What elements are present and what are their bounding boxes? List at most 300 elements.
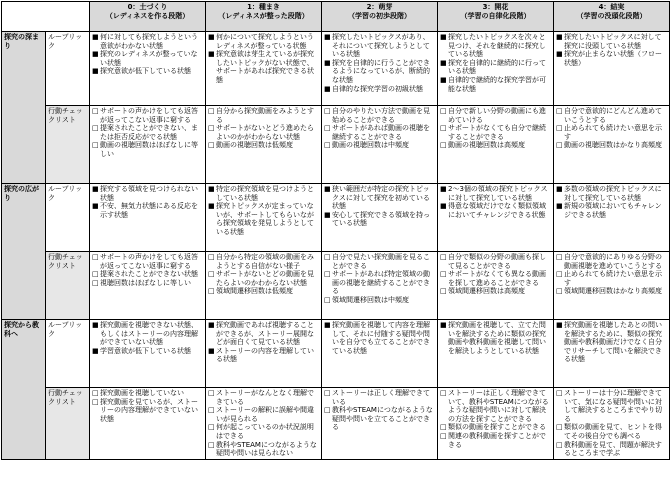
checkbox-icon: □ (556, 253, 563, 261)
level-subtitle: （学習の没頭化段階） (576, 11, 647, 20)
rubric-row (2, 388, 670, 460)
criteria-text: 動画の視聴回数は中頻度 (332, 141, 409, 150)
criteria-item (556, 124, 667, 141)
criteria-item (556, 141, 667, 150)
criteria-item (324, 406, 435, 432)
criteria-text: 動画の視聴回数はほぼなしに等しい (100, 141, 198, 158)
criteria-text: 教科動画を見て、問題が解決するところまで学ぶ (564, 440, 662, 458)
criteria-cell (206, 32, 322, 106)
checkbox-icon: □ (208, 287, 215, 296)
criteria-item (556, 270, 667, 287)
criteria-text: 探究動画を視聴したあとの問いを解決するために、類似の探究動画や教科動画だけでなく自分でリサーチして問いを解決できる状態 (564, 321, 662, 364)
filled-square-bullet-icon: ■ (92, 67, 99, 76)
criteria-item (556, 321, 667, 364)
criteria-cell (438, 106, 554, 184)
criteria-list (324, 389, 435, 432)
criteria-text: 類似の動画を見て、ヒントを得てその後自分でも調べる (564, 423, 662, 440)
criteria-item (92, 398, 203, 424)
criteria-item (208, 124, 319, 141)
criteria-text: 関連の教科動画を探すことができる (448, 431, 546, 449)
checkbox-icon: □ (556, 270, 563, 279)
criteria-cell (322, 32, 438, 106)
criteria-text: ストーリーは正しく理解できている (332, 389, 430, 406)
checkbox-icon: □ (208, 141, 215, 150)
criteria-text: サポートがなくても異なる動画を探して進めることができる (448, 270, 546, 287)
criteria-cell (90, 320, 206, 388)
rubric-table (1, 1, 670, 460)
criteria-text: サポートがなくても自分で継続することができる (448, 124, 546, 141)
criteria-cell (438, 388, 554, 460)
criteria-text: 探究動画を視聴していない (100, 389, 184, 397)
criteria-item (208, 321, 319, 347)
row-type-label: ルーブリック (46, 184, 90, 252)
criteria-text: 自分から特定の領域の動画をみようとする自信がない様子 (216, 253, 314, 270)
criteria-text: ストーリーがなんとなく理解できている (216, 389, 314, 406)
criteria-text: 領域間遷移回数はかなり高頻度 (564, 287, 662, 296)
level-subtitle: （レディネスが整った段階） (218, 11, 309, 20)
category-label: 探究から教科へ (2, 320, 46, 460)
criteria-cell (90, 252, 206, 320)
criteria-item (324, 389, 435, 406)
criteria-item (556, 202, 667, 219)
filled-square-bullet-icon: ■ (556, 202, 563, 211)
criteria-list (92, 389, 203, 423)
criteria-item (208, 347, 319, 364)
criteria-cell (554, 184, 670, 252)
criteria-item (556, 287, 667, 296)
criteria-item (324, 59, 435, 85)
criteria-text: 不安、無気力状態にある反応を示す状態 (100, 202, 198, 219)
filled-square-bullet-icon: ■ (92, 321, 99, 329)
criteria-item (324, 141, 435, 150)
criteria-text: 領域間遷移回数は高頻度 (448, 287, 525, 296)
filled-square-bullet-icon: ■ (324, 185, 331, 193)
criteria-cell (554, 252, 670, 320)
criteria-list (440, 107, 551, 150)
criteria-item (208, 287, 319, 296)
checkbox-icon: □ (440, 423, 447, 432)
criteria-text: 探究を自律的に継続的に行っている状態 (448, 58, 546, 76)
criteria-text: 自律的な探究学習の初級状態 (332, 84, 423, 93)
criteria-text: 探究意欲が低下している状態 (100, 67, 191, 76)
level-number: 2：萌芽 (366, 3, 393, 11)
checkbox-icon: □ (556, 141, 563, 150)
criteria-text: ストーリーは十分に理解できていて、気になる疑問や問いに対して解決するところまでやり切る (564, 389, 662, 423)
rubric-row (2, 320, 670, 388)
checkbox-icon: □ (324, 270, 331, 279)
level-header (322, 2, 438, 32)
criteria-list (208, 33, 319, 85)
criteria-item (556, 389, 667, 423)
filled-square-bullet-icon: ■ (92, 202, 99, 211)
criteria-text: 止められても続けたい意思を示す (564, 124, 662, 141)
filled-square-bullet-icon: ■ (324, 321, 331, 329)
checkbox-icon: □ (556, 107, 563, 115)
criteria-item (440, 107, 551, 124)
criteria-text: 探究したいトピックスに対して探究に没頭している状態 (564, 33, 662, 50)
criteria-text: ストーリーは正しく理解できていて、教科やSTEAMにつながるような疑問や問いに対して解決の方法を探すことができる (448, 389, 549, 423)
criteria-cell (554, 106, 670, 184)
criteria-item (92, 279, 203, 288)
criteria-cell (554, 32, 670, 106)
criteria-list (92, 107, 203, 159)
checkbox-icon: □ (556, 423, 563, 432)
criteria-text: 多数の領域の探究トピックスに対して探究している状態 (564, 185, 662, 202)
criteria-item (92, 107, 203, 124)
criteria-text: 視聴回数はほぼなしに等しい (100, 278, 191, 287)
checkbox-icon: □ (556, 124, 563, 133)
row-type-label: ルーブリック (46, 32, 90, 106)
criteria-item (208, 33, 319, 50)
criteria-item (208, 50, 319, 84)
criteria-list (440, 253, 551, 296)
checkbox-icon: □ (440, 107, 447, 115)
criteria-item (208, 107, 319, 124)
checkbox-icon: □ (440, 389, 447, 397)
criteria-text: 自分で意欲的にどんどん進めていこうとする (564, 107, 662, 124)
filled-square-bullet-icon: ■ (208, 321, 215, 329)
header-corner (2, 2, 90, 32)
criteria-item (440, 321, 551, 355)
criteria-item (556, 423, 667, 440)
rubric-row (2, 106, 670, 184)
criteria-item (440, 253, 551, 270)
checkbox-icon: □ (208, 423, 215, 432)
filled-square-bullet-icon: ■ (208, 185, 215, 193)
filled-square-bullet-icon: ■ (440, 33, 447, 41)
criteria-text: 得意な領域だけでなく類似領域においてチャレンジできる状態 (448, 202, 546, 219)
checkbox-icon: □ (324, 295, 331, 304)
criteria-cell (438, 184, 554, 252)
criteria-item (92, 50, 203, 67)
criteria-item (556, 441, 667, 458)
criteria-item (92, 67, 203, 76)
criteria-list (556, 253, 667, 296)
criteria-item (324, 124, 435, 141)
criteria-cell (90, 106, 206, 184)
header-row (2, 2, 670, 32)
criteria-list (324, 107, 435, 150)
criteria-text: 安心して探究できる領域を持っている状態 (332, 210, 430, 228)
criteria-item (208, 141, 319, 150)
criteria-text: 探究動画を見ているが、ストーリーの内容理解ができていない状態 (100, 397, 198, 423)
checkbox-icon: □ (92, 270, 99, 279)
criteria-text: 提案されたことができない状態 (100, 270, 198, 279)
criteria-text: 領域間遷移回数は低頻度 (216, 287, 293, 296)
checkbox-icon: □ (208, 440, 215, 449)
filled-square-bullet-icon: ■ (208, 202, 215, 211)
filled-square-bullet-icon: ■ (440, 58, 447, 67)
level-subtitle: （学習の自律化段階） (460, 11, 531, 20)
row-type-label: 行動チェックリスト (46, 252, 90, 320)
criteria-item (440, 141, 551, 150)
criteria-text: 探究動画を視聴して、立てた問いを解決するために類似の探究動画や教科動画を視聴して問いを解決しようとしている状態 (448, 321, 546, 355)
checkbox-icon: □ (440, 270, 447, 279)
filled-square-bullet-icon: ■ (92, 50, 99, 59)
criteria-item (556, 33, 667, 50)
checkbox-icon: □ (92, 389, 99, 397)
filled-square-bullet-icon: ■ (324, 33, 331, 41)
criteria-text: サポートの声かけをしても返答が返ってこない返事に窮する (100, 253, 198, 270)
rubric-row (2, 252, 670, 320)
criteria-text: 類似の動画を探すことができる (448, 423, 546, 432)
checkbox-icon: □ (440, 431, 447, 440)
criteria-list (440, 33, 551, 93)
checkbox-icon: □ (324, 141, 331, 150)
category-label: 探究の深まり (2, 32, 46, 184)
row-type-label: 行動チェックリスト (46, 388, 90, 460)
row-type-label: ルーブリック (46, 320, 90, 388)
checkbox-icon: □ (92, 124, 99, 133)
checkbox-icon: □ (556, 389, 563, 397)
criteria-cell (90, 388, 206, 460)
checkbox-icon: □ (208, 107, 215, 115)
criteria-text: ストーリーの内容を理解している状態 (216, 346, 314, 364)
checkbox-icon: □ (208, 270, 215, 279)
criteria-text: サポートの声かけをしても返答が返ってこない返事に窮する (100, 107, 198, 124)
criteria-item (440, 59, 551, 76)
criteria-item (324, 33, 435, 59)
criteria-text: 新規の領域においてもチャレンジできる状態 (564, 202, 662, 219)
criteria-text: 探究する領域を見つけられない状態 (100, 185, 198, 202)
level-number: 0：土づくり (127, 3, 168, 11)
row-type-label: 行動チェックリスト (46, 106, 90, 184)
criteria-list (440, 389, 551, 449)
criteria-item (324, 185, 435, 211)
criteria-text: 自分で新しい分野の動画にも進めていける (448, 107, 546, 124)
criteria-item (208, 406, 319, 423)
criteria-text: 自分のやりたい方法で動画を見始めることができる (332, 107, 430, 124)
criteria-item (440, 287, 551, 296)
filled-square-bullet-icon: ■ (440, 321, 447, 329)
criteria-item (92, 389, 203, 398)
criteria-text: 何かについて探究しようというレディネスが整っている状態 (216, 33, 314, 50)
criteria-cell (438, 252, 554, 320)
checkbox-icon: □ (440, 124, 447, 133)
criteria-text: 動画の視聴回数は高頻度 (448, 141, 525, 150)
checkbox-icon: □ (92, 107, 99, 115)
criteria-text: 探究意欲は芽生えているが探究したいトピックがない状態で、サポートがあれば探究できる状態 (216, 50, 314, 84)
criteria-cell (322, 252, 438, 320)
criteria-item (556, 50, 667, 67)
filled-square-bullet-icon: ■ (440, 185, 447, 193)
criteria-list (440, 185, 551, 219)
filled-square-bullet-icon: ■ (92, 346, 99, 355)
filled-square-bullet-icon: ■ (92, 33, 99, 41)
checkbox-icon: □ (208, 406, 215, 415)
filled-square-bullet-icon: ■ (324, 210, 331, 219)
checkbox-icon: □ (440, 287, 447, 296)
checkbox-icon: □ (324, 253, 331, 261)
criteria-list (92, 253, 203, 287)
level-header (206, 2, 322, 32)
criteria-item (92, 321, 203, 347)
checkbox-icon: □ (324, 124, 331, 133)
criteria-item (92, 253, 203, 270)
criteria-list (440, 321, 551, 355)
criteria-cell (206, 252, 322, 320)
criteria-list (92, 321, 203, 355)
checkbox-icon: □ (92, 397, 99, 406)
criteria-item (440, 76, 551, 93)
criteria-list (208, 321, 319, 364)
criteria-text: 探究動画を視聴できない状態、もしくはストーリーの内容理解ができていない状態 (100, 321, 198, 347)
criteria-cell (322, 320, 438, 388)
level-subtitle: （学習の初歩段階） (348, 11, 411, 20)
criteria-text: 探究トピックスが定まっていないが、サポートしてもらいながら探究領域を発見しようとしている状態 (216, 202, 314, 236)
criteria-list (556, 185, 667, 219)
criteria-item (92, 141, 203, 158)
checkbox-icon: □ (208, 253, 215, 261)
criteria-text: 狭い範囲だが特定の探究トピックスに対して探究を初めている状態 (332, 185, 430, 211)
criteria-item (556, 253, 667, 270)
criteria-list (324, 253, 435, 305)
criteria-text: 探究動画を視聴して内容を理解して、それに付随する疑問や問いを自分でも立てることができている状態 (332, 321, 430, 355)
checkbox-icon: □ (556, 440, 563, 449)
filled-square-bullet-icon: ■ (92, 185, 99, 193)
criteria-list (208, 253, 319, 296)
criteria-text: ストーリーの解釈に誤解や間違いが見られる (216, 406, 314, 423)
criteria-list (556, 321, 667, 364)
level-header (90, 2, 206, 32)
level-number: 4：結実 (598, 3, 625, 11)
criteria-text: サポートがあれば動画の視聴を継続することができる (332, 124, 430, 141)
criteria-text: 教科やSTEAMにつながるような疑問や問いを立てることができる (332, 406, 433, 432)
filled-square-bullet-icon: ■ (556, 185, 563, 193)
criteria-cell (554, 388, 670, 460)
criteria-text: 自分で類似の分野の動画も探して見ることができる (448, 253, 546, 270)
criteria-item (208, 389, 319, 406)
criteria-cell (206, 184, 322, 252)
criteria-list (208, 107, 319, 150)
criteria-text: 自分から探究動画をみようとする (216, 107, 314, 124)
criteria-item (324, 107, 435, 124)
level-header (438, 2, 554, 32)
criteria-item (208, 253, 319, 270)
criteria-item (208, 441, 319, 458)
criteria-list (92, 33, 203, 76)
criteria-item (324, 296, 435, 305)
criteria-item (324, 85, 435, 94)
rubric-body (2, 32, 670, 460)
filled-square-bullet-icon: ■ (324, 84, 331, 93)
criteria-item (208, 423, 319, 440)
criteria-list (208, 389, 319, 458)
criteria-text: 領域間遷移回数は中頻度 (332, 295, 409, 304)
criteria-item (324, 211, 435, 228)
criteria-text: 自分で意欲的にありゆる分野の動画視聴を進めていこうとする (564, 253, 662, 270)
filled-square-bullet-icon: ■ (440, 75, 447, 84)
criteria-item (440, 270, 551, 287)
filled-square-bullet-icon: ■ (208, 33, 215, 41)
criteria-text: 提案されたことができない、または拒否反応がでる状態 (100, 124, 198, 141)
criteria-item (440, 389, 551, 423)
filled-square-bullet-icon: ■ (556, 50, 563, 59)
criteria-text: 動画の視聴回数はかなり高頻度 (564, 141, 662, 150)
criteria-item (440, 33, 551, 59)
criteria-text: 教科やSTEAMにつながるような疑問や問いは見られない (216, 440, 317, 458)
criteria-text: サポートがないとどの動画を見たらよいのかわからない状態 (216, 270, 314, 287)
filled-square-bullet-icon: ■ (556, 321, 563, 329)
criteria-cell (90, 184, 206, 252)
checkbox-icon: □ (324, 389, 331, 397)
checkbox-icon: □ (324, 406, 331, 415)
filled-square-bullet-icon: ■ (208, 346, 215, 355)
criteria-item (324, 321, 435, 355)
criteria-item (208, 185, 319, 202)
criteria-item (324, 270, 435, 296)
criteria-cell (322, 388, 438, 460)
criteria-item (440, 432, 551, 449)
criteria-list (324, 321, 435, 355)
criteria-item (556, 185, 667, 202)
criteria-text: 止められても続けたい意思を示す (564, 270, 662, 287)
criteria-item (92, 33, 203, 50)
checkbox-icon: □ (208, 124, 215, 133)
criteria-text: サポートがあれば特定領域の動画の視聴を継続することができる (332, 270, 430, 296)
rubric-row (2, 32, 670, 106)
criteria-item (92, 202, 203, 219)
category-label: 探究の広がり (2, 184, 46, 320)
criteria-item (92, 347, 203, 356)
criteria-text: 何に対しても探究しようという意欲がわかない状態 (100, 33, 198, 50)
criteria-text: 探究したいトピックスを次々と見つけ、それを継続的に探究している状態 (448, 33, 546, 59)
criteria-text: 2～3個の領域の探究トピックスに対して探究している状態 (448, 185, 548, 202)
criteria-item (92, 124, 203, 141)
criteria-text: 特定の探究領域を見つけようとしている状態 (216, 185, 314, 202)
criteria-cell (554, 320, 670, 388)
criteria-text: 何が起こっているのか状況説明はできる (216, 423, 314, 440)
checkbox-icon: □ (208, 389, 215, 397)
criteria-item (324, 253, 435, 270)
criteria-item (92, 270, 203, 279)
criteria-list (556, 107, 667, 150)
criteria-cell (322, 106, 438, 184)
checkbox-icon: □ (440, 141, 447, 150)
criteria-text: 探究動画であれば視聴することができるが、ストーリー展開などが面白くて見ている状態 (216, 321, 314, 347)
criteria-cell (206, 388, 322, 460)
criteria-cell (438, 32, 554, 106)
filled-square-bullet-icon: ■ (208, 50, 215, 59)
checkbox-icon: □ (440, 253, 447, 261)
criteria-list (92, 185, 203, 219)
criteria-text: 探究のレディネスが整っていない状態 (100, 50, 198, 67)
criteria-list (556, 389, 667, 458)
criteria-item (440, 124, 551, 141)
criteria-item (556, 107, 667, 124)
criteria-item (92, 185, 203, 202)
criteria-list (324, 185, 435, 228)
criteria-text: 動画の視聴回数は低頻度 (216, 141, 293, 150)
criteria-item (208, 202, 319, 236)
criteria-text: 探究が止まらない状態（フロー状態） (564, 50, 662, 67)
criteria-cell (322, 184, 438, 252)
criteria-text: 自律的で継続的な探究学習が可能な状態 (448, 75, 546, 93)
checkbox-icon: □ (92, 253, 99, 261)
level-number: 3：開花 (482, 3, 509, 11)
criteria-cell (438, 320, 554, 388)
criteria-item (440, 185, 551, 202)
criteria-list (324, 33, 435, 93)
criteria-text: 探究したいトピックスがあり、それについて探究しようとしている状態 (332, 33, 430, 59)
level-number: 1：種まき (247, 3, 280, 11)
checkbox-icon: □ (92, 141, 99, 150)
filled-square-bullet-icon: ■ (324, 58, 331, 67)
level-header (554, 2, 670, 32)
rubric-row (2, 184, 670, 252)
criteria-item (440, 202, 551, 219)
checkbox-icon: □ (556, 287, 563, 296)
